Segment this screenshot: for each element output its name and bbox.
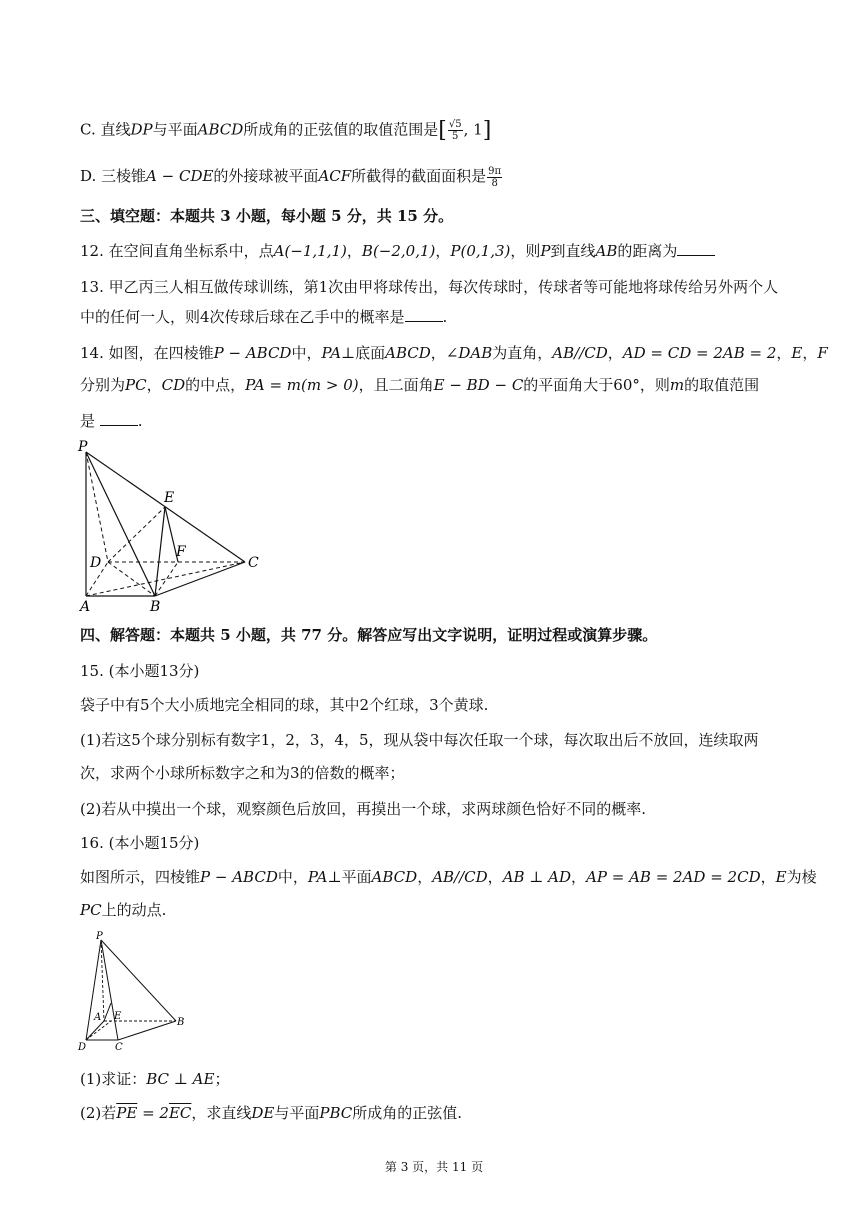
edge-de — [86, 1021, 111, 1040]
text: ⊥底面 — [341, 344, 386, 362]
text: 中， — [277, 868, 308, 886]
denominator: 8 — [491, 177, 498, 189]
math: AP = AB = 2AD = 2CD — [586, 868, 761, 886]
label-d: D — [78, 1042, 87, 1053]
text: 的平面角大于60°，则 — [523, 376, 670, 394]
math: AB//CD — [552, 344, 608, 362]
math: AB ⊥ AD — [502, 868, 572, 886]
label-e: E — [114, 1011, 122, 1022]
text: ， — [802, 344, 818, 362]
text: 所截得的截面面积是 — [351, 167, 487, 185]
text: ， — [430, 344, 446, 362]
text: ，求直线 — [191, 1104, 252, 1122]
text: 如图所示，四棱锥 — [80, 868, 201, 886]
math: PBC — [319, 1104, 353, 1122]
text: 与平面 — [274, 1104, 320, 1122]
text: ， — [146, 376, 162, 394]
math: DP — [130, 120, 153, 139]
text: 的距离为 — [617, 242, 678, 260]
math: PA — [307, 868, 328, 886]
text: ⊥平面 — [327, 868, 372, 886]
question-16-head: 16. (本小题15分) — [80, 834, 200, 852]
vector-ec: $\overline{EC}$ — [168, 1104, 192, 1122]
math: CD — [161, 376, 186, 394]
label-a: A — [94, 1012, 102, 1023]
math: PC — [125, 376, 147, 394]
math: PC — [80, 901, 102, 919]
label-c: C — [248, 555, 259, 571]
label-p: P — [96, 931, 103, 942]
question-14-line2 — [80, 374, 759, 395]
edge-pb — [86, 452, 155, 596]
math: DE — [251, 1104, 275, 1122]
edge-db — [108, 562, 155, 596]
math: E — [791, 344, 803, 362]
label-b: B — [150, 599, 161, 615]
label-e: E — [164, 490, 175, 506]
text: 分别为 — [80, 376, 126, 394]
pyramid-figure-16 — [76, 928, 196, 1058]
numerator: 9π — [488, 165, 502, 177]
text: ，则 — [510, 242, 541, 260]
label-d: D — [90, 555, 102, 571]
edge-pd — [86, 452, 108, 562]
question-16-part1 — [80, 1068, 229, 1089]
question-16-line1 — [80, 866, 817, 887]
math: AB//CD — [432, 868, 488, 886]
math: E — [775, 868, 787, 886]
label-c: C — [115, 1042, 123, 1053]
math: AD = CD = 2AB = 2 — [622, 344, 777, 362]
question-15-line3: 次，求两个小球所标数字之和为3的倍数的概率； — [80, 764, 405, 782]
text: 的取值范围 — [684, 376, 760, 394]
math: = 2 — [137, 1104, 169, 1122]
edge-pd — [86, 940, 101, 1040]
math: B(−2,0,1) — [361, 242, 436, 260]
label-p: P — [78, 439, 88, 455]
text: 到直线 — [550, 242, 596, 260]
question-15-line4: (2)若从中摸出一个球，观察颜色后放回，再摸出一个球，求两球颜色恰好不同的概率. — [80, 800, 647, 818]
math: ABCD — [385, 344, 431, 362]
math: P − ABCD — [213, 344, 292, 362]
math: PA — [321, 344, 342, 362]
answer-blank — [677, 243, 715, 256]
edge-ae — [104, 1003, 111, 1021]
math: P — [540, 242, 551, 260]
text: 12. 在空间直角坐标系中，点 — [80, 242, 274, 260]
math: A(−1,1,1) — [273, 242, 347, 260]
text: ， — [760, 868, 776, 886]
text: ，且二面角 — [358, 376, 434, 394]
text: 14. 如图，在四棱锥 — [80, 344, 214, 362]
text: (2)若 — [80, 1104, 117, 1122]
answer-blank — [100, 413, 138, 426]
text: ， — [417, 868, 433, 886]
text: 为直角， — [492, 344, 553, 362]
math: AB — [595, 242, 618, 260]
text: C. 直线 — [80, 120, 131, 139]
text: 为棱 — [786, 868, 817, 886]
pyramid-figure-14 — [70, 435, 270, 615]
text: 上的动点. — [101, 901, 167, 919]
math: PA = m(m > 0) — [245, 376, 359, 394]
denominator: 5 — [452, 131, 459, 142]
text: . — [442, 308, 448, 326]
math: BC ⊥ AE — [146, 1070, 215, 1088]
section-heading: 三、填空题：本题共 3 小题，每小题 5 分，共 15 分。 — [80, 207, 454, 225]
question-14-line1 — [80, 342, 828, 363]
math: m — [669, 376, 685, 394]
question-13-line1: 13. 甲乙丙三人相互做传球训练，第1次由甲将球传出，每次传球时，传球者等可能地将球传给另外两个人 — [80, 278, 779, 296]
vector-pe: $\overline{PE}$ — [116, 1104, 138, 1122]
math: A − CDE — [146, 167, 214, 185]
math: ∠DAB — [445, 344, 493, 362]
answer-blank — [405, 309, 443, 322]
label-a: A — [80, 599, 91, 615]
question-16-line2 — [80, 899, 166, 920]
question-12: 12. 在空间直角坐标系中，点A(−1,1,1)，B(−2,0,1)，P(0,1,3)，则P到直线AB的距离为 — [80, 240, 715, 261]
numerator: √5 — [448, 119, 462, 130]
text: 与平面 — [152, 120, 198, 139]
fraction — [487, 166, 502, 189]
math: E − BD − C — [433, 376, 524, 394]
question-16-part2 — [80, 1102, 462, 1123]
math: ACF — [318, 167, 352, 185]
edge-cb — [118, 1021, 176, 1040]
text: (1)求证： — [80, 1070, 147, 1088]
text: ， — [607, 344, 623, 362]
option-d — [80, 165, 503, 189]
math: ABCD — [371, 868, 418, 886]
label-b: B — [177, 1017, 185, 1028]
right-bracket: ] — [482, 118, 492, 143]
label-f: F — [176, 544, 186, 560]
section-heading: 四、解答题：本题共 5 小题，共 77 分。解答应写出文字说明，证明过程或演算步骤。 — [80, 626, 658, 644]
text: 所成角的正弦值的取值范围是 — [243, 120, 439, 139]
text: ； — [214, 1070, 230, 1088]
question-15-line1: 袋子中有5个大小质地完全相同的球，其中2个红球，3个黄球. — [80, 696, 489, 714]
question-14-line3 — [80, 410, 143, 431]
edge-bc — [155, 562, 245, 596]
text: 的中点， — [185, 376, 246, 394]
question-13-line2 — [80, 306, 447, 327]
page-footer: 第 3 页，共 11 页 — [384, 1160, 484, 1174]
math: ABCD — [197, 120, 244, 139]
text: . — [137, 412, 143, 430]
text: D. 三棱锥 — [80, 167, 147, 185]
text: ， — [776, 344, 792, 362]
edge-ac — [86, 562, 245, 596]
text: 的外接球被平面 — [213, 167, 319, 185]
text: 所成角的正弦值. — [352, 1104, 463, 1122]
text: 中的任何一人，则4次传球后球在乙手中的概率是 — [80, 308, 405, 326]
left-bracket: [ — [438, 118, 447, 143]
math: P − ABCD — [200, 868, 278, 886]
text: 中， — [291, 344, 322, 362]
text: 是 — [80, 412, 96, 430]
question-15-head: 15. (本小题13分) — [80, 662, 200, 680]
text: , 1 — [463, 120, 483, 139]
option-c — [80, 118, 491, 143]
math: F — [817, 344, 828, 362]
fraction — [448, 119, 463, 142]
math: P(0,1,3) — [450, 242, 511, 260]
text: ， — [487, 868, 503, 886]
question-15-line2: (1)若这5个球分别标有数字1，2，3，4，5，现从袋中每次任取一个球，每次取出后不放回，连续取两 — [80, 731, 759, 749]
text: ， — [571, 868, 587, 886]
